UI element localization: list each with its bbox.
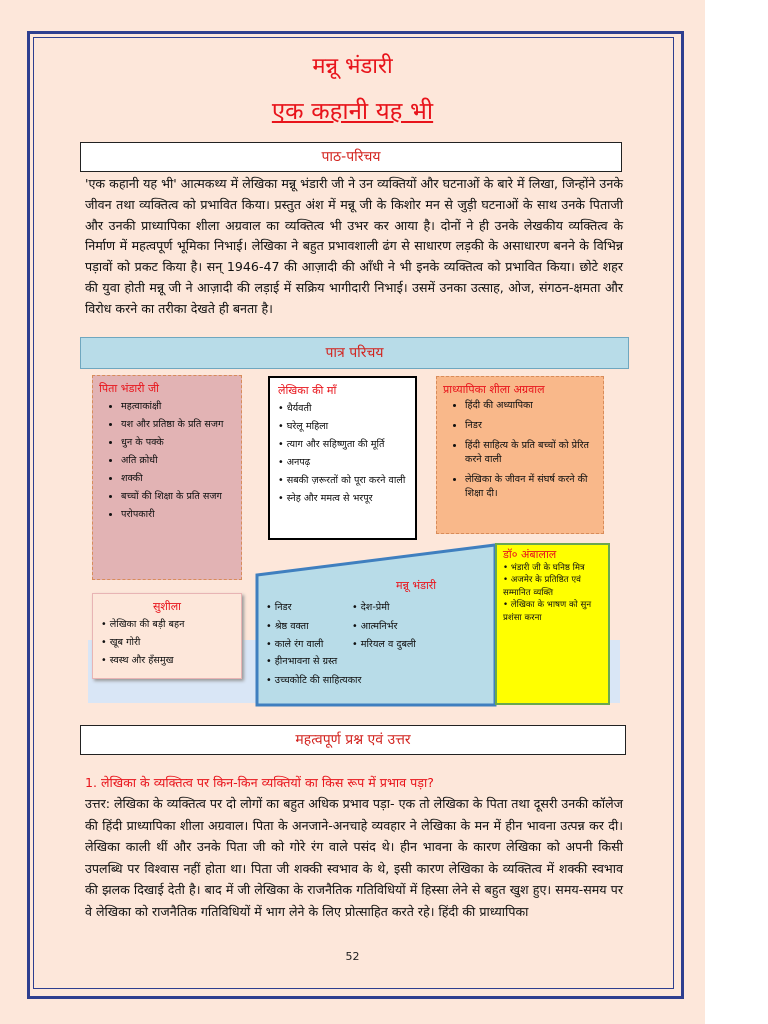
- trait-item: • हीनभावना से ग्रस्त: [266, 656, 338, 667]
- intro-paragraph: 'एक कहानी यह भी' आत्मकथ्य में लेखिका मन्नू भंडारी जी ने उन व्यक्तियों और घटनाओं के बारे में लिखा, जिन्होंने उनके जीवन तथा व्यक्तित्व को प्रभावित किया। प्रस्तुत अंश में मन्नू जी के किशोर मन से जुड़ी घटनाओं के साथ उनके पिताजी और उनकी प्राध्यापिका शीला अग्रवाल का व्यक्तित्व भी उभर कर आया है। दोनों ने ही उनके लेखकीय व्यक्तित्व के निर्माण में महत्वपूर्ण भूमिका निभाई। लेखिका ने बहुत प्रभावशाली ढंग से साधारण लड़की के असाधारण बनने के विभिन्न पड़ावों को प्रकट किया है। सन् 1946-47 की आज़ादी की आँधी ने भी इनके व्यक्तित्व को प्रभावित किया। छोटे शहर की युवा होती मन्नू जी ने आज़ादी की लड़ाई में सक्रिय भागीदारी निभाई। उसमें उनका उत्साह, ओज, संगठन-क्षमता और विरोध करने का तरीका देखते ही बनता है।: [85, 176, 623, 316]
- section-heading-characters: पात्र परिचय: [80, 337, 629, 369]
- character-card-father: [92, 375, 242, 580]
- card-title: डॉ० अंबालाल: [503, 548, 557, 561]
- trait-item: • मरियल व दुबली: [352, 639, 416, 650]
- trait-item: • यश और प्रतिष्ठा के प्रति सजग: [121, 416, 235, 434]
- trait-item: • परोपकारी: [121, 506, 235, 524]
- trait-item: • आत्मनिर्भर: [352, 620, 398, 632]
- trait-item: • लेखिका के भाषण को सुन प्रशंसा करना: [503, 600, 592, 623]
- card-title: पिता भंडारी जी: [99, 382, 160, 395]
- answer-1: उत्तर: लेखिका के व्यक्तित्व पर दो लोगों का बहुत अधिक प्रभाव पड़ा- एक तो लेखिका के पिता तथा दूसरी उनकी कॉलेज की हिंदी प्राध्यापिका शीला अग्रवाल। पिता के अनजाने-अनचाहे व्यवहार ने लेखिका के मन में हीन भावना उत्पन्न कर दी। लेखिका काली थीं और उनके पिता जी को गोरे रंग वाले पसंद थे। हीन भावना के कारण लेखिका को अपनी किसी उपलब्धि पर विश्वास नहीं होता था। पिता जी शक्की स्वभाव के थे, इसी कारण लेखिका के व्यक्तित्व में शक्की स्वभाव की झलक दिखाई देती है। बाद में जी लेखिका के राजनैतिक गतिविधियों में हिस्सा लेने से बहुत खुश हुए। समय-समय पर वे लेखिका को राजनैतिक गतिविधियों में भाग लेने के लिए प्रोत्साहित करते रहे। हिंदी की प्राध्यापिका: [85, 796, 623, 919]
- trait-item: • निडर: [266, 602, 292, 613]
- trait-column-b: [352, 599, 416, 655]
- trait-item: • श्रेष्ठ वक्ता: [266, 620, 309, 632]
- trait-column-a: [266, 599, 323, 655]
- trait-item: • बच्चों की शिक्षा के प्रति सजग: [121, 488, 235, 506]
- section-heading-qa: महत्वपूर्ण प्रश्न एवं उत्तर: [80, 725, 626, 755]
- trait-item: • अनपढ़: [278, 457, 311, 468]
- trait-item: • स्नेह और ममत्व से भरपूर: [278, 493, 373, 504]
- trait-item: • निडर: [465, 419, 597, 433]
- author-title: मन्नू भंडारी: [312, 54, 393, 79]
- trait-item: • घरेलू महिला: [278, 421, 329, 432]
- trait-item: • खूब गोरी: [101, 637, 141, 648]
- trait-item: • धुन के पक्के: [121, 434, 235, 452]
- trait-item: • काले रंग वाली: [266, 639, 324, 650]
- trait-item: • हिंदी साहित्य के प्रति बच्चों को प्रेरित करने वाली: [465, 439, 597, 467]
- card-title: मन्नू भंडारी: [396, 579, 437, 592]
- trait-list: [99, 398, 235, 524]
- chapter-title: एक कहानी यह भी: [271, 97, 434, 125]
- question-1: 1. लेखिका के व्यक्तित्व पर किन-किन व्यक्तियों का किस रूप में प्रभाव पड़ा?: [85, 775, 434, 790]
- trait-item: • उच्चकोटि की साहित्यकार: [266, 674, 362, 686]
- card-title: सुशीला: [152, 600, 182, 613]
- trait-item: • अजमेर के प्रतिष्ठित एवं सम्मानित व्यक्ति: [503, 575, 581, 598]
- character-card-sushila: [92, 593, 242, 679]
- trait-list: [443, 399, 597, 501]
- trait-item: • लेखिका की बड़ी बहन: [101, 619, 185, 630]
- trait-item: • धैर्यवती: [278, 403, 312, 414]
- trait-item: • लेखिका के जीवन में संघर्ष करने की शिक्षा दी।: [465, 473, 597, 501]
- trait-item: • स्वस्थ और हँसमुख: [101, 655, 174, 666]
- character-card-mother: [268, 376, 417, 540]
- trait-item: • शक्की: [121, 470, 235, 488]
- trait-list: [278, 400, 407, 508]
- trait-item: • भंडारी जी के घनिष्ठ मित्र: [503, 562, 585, 573]
- trait-item: • अति क्रोधी: [121, 452, 235, 470]
- trait-list: [503, 562, 602, 625]
- trait-column-wide: [266, 653, 361, 690]
- section-heading-intro: पाठ-परिचय: [80, 142, 622, 172]
- trait-item: • सबकी ज़रूरतों को पूरा करने वाली: [278, 475, 406, 486]
- card-title: लेखिका की माँ: [278, 384, 337, 397]
- page-number: 52: [345, 950, 360, 963]
- card-title: प्राध्यापिका शीला अग्रवाल: [443, 383, 545, 396]
- trait-item: • त्याग और सहिष्णुता की मूर्ति: [278, 439, 385, 450]
- character-card-ambalal: [495, 543, 610, 705]
- trait-item: • हिंदी की अध्यापिका: [465, 399, 597, 413]
- trait-item: • महत्वाकांक्षी: [121, 398, 235, 416]
- trait-list: [101, 616, 233, 670]
- character-card-teacher: [436, 376, 604, 534]
- trait-item: • देश-प्रेमी: [352, 602, 390, 613]
